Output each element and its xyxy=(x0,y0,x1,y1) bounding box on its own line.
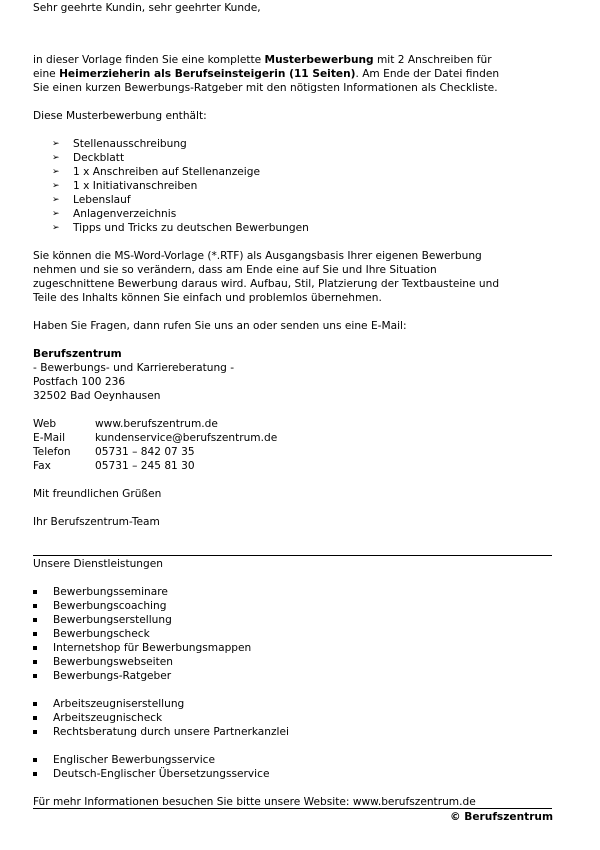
services-heading: Unsere Dienstleistungen xyxy=(33,558,163,570)
usage-line: zugeschnittene Bewerbung daraus wird. Aufbau, Stil, Platzierung der Textbausteine und xyxy=(33,278,500,290)
arrow-bullet-icon: ➢ xyxy=(52,209,60,219)
contact-details xyxy=(33,417,277,473)
arrow-bullet-icon: ➢ xyxy=(52,195,60,205)
list-item xyxy=(33,179,533,193)
contact-row-telefon xyxy=(33,445,277,459)
contact-label: Fax xyxy=(33,460,51,472)
usage-line: Sie können die MS-Word-Vorlage (*.RTF) als Ausgangsbasis Ihrer eigenen Bewerbung xyxy=(33,250,482,262)
copyright: © Berufszentrum xyxy=(450,811,553,823)
intro-text: in dieser Vorlage finden Sie eine komplette xyxy=(33,54,265,66)
intro-line-2 xyxy=(33,67,499,81)
list-item-label: Arbeitszeugniserstellung xyxy=(53,698,185,710)
list-item-label: Bewerbungscoaching xyxy=(53,600,167,612)
company-name: Berufszentrum xyxy=(33,348,122,360)
company-street: Postfach 100 236 xyxy=(33,376,126,388)
intro-text: . Am Ende der Datei finden xyxy=(355,68,500,80)
list-item xyxy=(33,753,533,767)
square-bullet-icon xyxy=(33,604,37,608)
contact-value: 05731 – 842 07 35 xyxy=(95,446,195,458)
list-item-label: Stellenausschreibung xyxy=(73,138,187,150)
list-item-label: Internetshop für Bewerbungsmappen xyxy=(53,642,252,654)
list-item-label: Bewerbungs-Ratgeber xyxy=(53,670,172,682)
signature: Ihr Berufszentrum-Team xyxy=(33,516,160,528)
closing: Mit freundlichen Grüßen xyxy=(33,488,162,500)
arrow-bullet-icon: ➢ xyxy=(52,139,60,149)
contact-row-e-mail xyxy=(33,431,277,445)
contact-value: 05731 – 245 81 30 xyxy=(95,460,195,472)
contact-row-fax xyxy=(33,459,277,473)
list-item xyxy=(33,627,533,641)
square-bullet-icon xyxy=(33,590,37,594)
square-bullet-icon xyxy=(33,646,37,650)
footer-info: Für mehr Informationen besuchen Sie bitte unsere Website: www.berufszentrum.de xyxy=(33,796,476,808)
list-item xyxy=(33,207,533,221)
square-bullet-icon xyxy=(33,702,37,706)
company-address xyxy=(33,347,234,403)
list-item xyxy=(33,641,533,655)
square-bullet-icon xyxy=(33,716,37,720)
intro-text: mit 2 Anschreiben für xyxy=(373,54,492,66)
square-bullet-icon xyxy=(33,632,37,636)
services-list-reference xyxy=(33,697,533,739)
arrow-bullet-icon: ➢ xyxy=(52,153,60,163)
arrow-bullet-icon: ➢ xyxy=(52,181,60,191)
contact-value: kundenservice@berufszentrum.de xyxy=(95,432,278,444)
list-item xyxy=(33,137,533,151)
square-bullet-icon xyxy=(33,618,37,622)
contact-value: www.berufszentrum.de xyxy=(95,418,218,430)
contact-label: E-Mail xyxy=(33,432,66,444)
contact-label: Telefon xyxy=(33,446,71,458)
divider-top xyxy=(33,555,552,556)
list-item xyxy=(33,193,533,207)
list-item-label: Bewerbungscheck xyxy=(53,628,150,640)
list-item-label: Anlagenverzeichnis xyxy=(73,208,177,220)
contents-heading: Diese Musterbewerbung enthält: xyxy=(33,110,207,122)
arrow-bullet-icon: ➢ xyxy=(52,223,60,233)
salutation: Sehr geehrte Kundin, sehr geehrter Kunde, xyxy=(33,2,261,14)
list-item xyxy=(33,655,533,669)
intro-line-1 xyxy=(33,53,499,67)
square-bullet-icon xyxy=(33,674,37,678)
intro-line-3: Sie einen kurzen Bewerbungs-Ratgeber mit den nötigsten Informationen als Checkliste. xyxy=(33,82,498,94)
list-item xyxy=(33,725,533,739)
list-item xyxy=(33,711,533,725)
list-item-label: Arbeitszeugnischeck xyxy=(53,712,163,724)
list-item-label: Bewerbungserstellung xyxy=(53,614,172,626)
list-item-label: Tipps und Tricks zu deutschen Bewerbungen xyxy=(73,222,309,234)
company-tagline: - Bewerbungs- und Karriereberatung - xyxy=(33,362,235,374)
square-bullet-icon xyxy=(33,730,37,734)
list-item-label: Englischer Bewerbungsservice xyxy=(53,754,215,766)
usage-line: nehmen und sie so verändern, dass am Ende eine auf Sie und Ihre Situation xyxy=(33,264,437,276)
usage-paragraph xyxy=(33,249,553,305)
questions-text: Haben Sie Fragen, dann rufen Sie uns an oder senden uns eine E-Mail: xyxy=(33,320,407,332)
list-item xyxy=(33,165,533,179)
list-item-label: Rechtsberatung durch unsere Partnerkanzlei xyxy=(53,726,289,738)
list-item xyxy=(33,599,533,613)
contents-list xyxy=(33,137,533,235)
contact-label: Web xyxy=(33,418,57,430)
company-city: 32502 Bad Oeynhausen xyxy=(33,390,161,402)
list-item-label: Bewerbungsseminare xyxy=(53,586,168,598)
list-item-label: Bewerbungswebseiten xyxy=(53,656,173,668)
intro-bold-position: Heimerzieherin als Berufseinsteigerin (11 Seiten) xyxy=(59,68,356,80)
list-item xyxy=(33,767,533,781)
divider-bottom xyxy=(33,808,552,809)
list-item xyxy=(33,613,533,627)
list-item-label: Lebenslauf xyxy=(73,194,131,206)
services-list-english xyxy=(33,753,533,781)
usage-line: Teile des Inhalts können Sie einfach und problemlos übernehmen. xyxy=(33,292,382,304)
list-item-label: 1 x Initiativanschreiben xyxy=(73,180,198,192)
square-bullet-icon xyxy=(33,758,37,762)
list-item xyxy=(33,151,533,165)
list-item-label: Deckblatt xyxy=(73,152,125,164)
intro-text: eine xyxy=(33,68,60,80)
square-bullet-icon xyxy=(33,660,37,664)
arrow-bullet-icon: ➢ xyxy=(52,167,60,177)
list-item-label: 1 x Anschreiben auf Stellenanzeige xyxy=(73,166,260,178)
contact-row-web xyxy=(33,417,277,431)
list-item xyxy=(33,697,533,711)
intro-bold-musterbewerbung: Musterbewerbung xyxy=(264,54,374,66)
services-list-application xyxy=(33,585,533,683)
list-item xyxy=(33,221,533,235)
intro-paragraph xyxy=(33,53,499,95)
square-bullet-icon xyxy=(33,772,37,776)
list-item-label: Deutsch-Englischer Übersetzungsservice xyxy=(53,768,270,780)
list-item xyxy=(33,585,533,599)
list-item xyxy=(33,669,533,683)
